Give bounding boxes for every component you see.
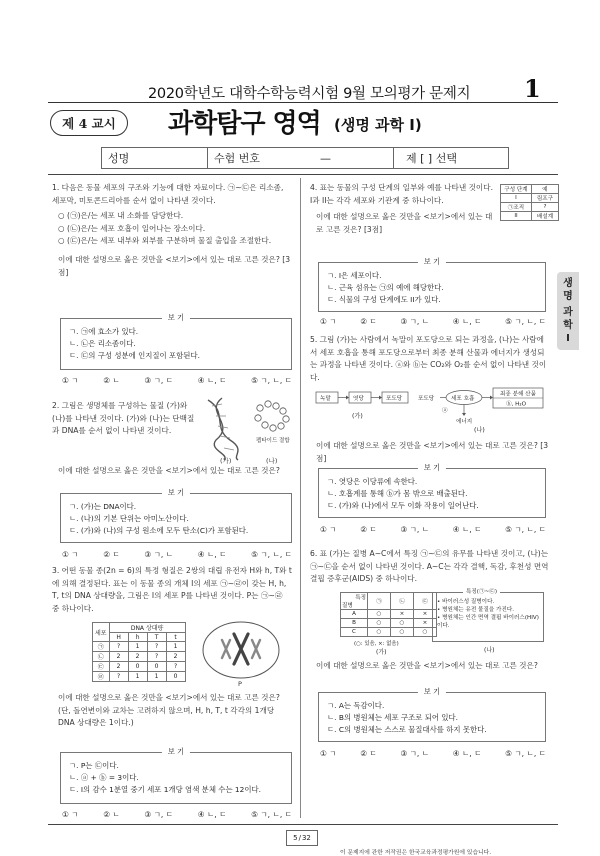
q1-item: ○ (㉢)은/는 세포 내부와 외부를 구분하며 물질 출입을 조절한다.	[58, 236, 272, 246]
q4-col-header: 구성 단계	[501, 185, 532, 194]
q6-corner-top: 특징	[355, 595, 366, 601]
q4-option[interactable]: ② ㄷ	[360, 317, 377, 326]
q1-option[interactable]: ③ ㄱ, ㄷ	[144, 376, 174, 385]
q2-option[interactable]: ① ㄱ	[62, 550, 79, 559]
bogi-label: 보 기	[418, 462, 446, 474]
q6-col-header: ㉡	[391, 593, 414, 610]
q2-statement: ㄴ. (나)의 기본 단위는 아미노산이다.	[69, 514, 189, 523]
table-cell: ○	[368, 619, 391, 628]
table-cell: 1	[128, 672, 147, 682]
q3-option[interactable]: ⑤ ㄱ, ㄴ, ㄷ	[251, 810, 292, 819]
q5-flow-diagram	[314, 386, 550, 436]
q1-option[interactable]: ② ㄴ	[103, 376, 120, 385]
table-cell: ○	[368, 610, 391, 619]
question-4	[310, 182, 494, 236]
table-cell: ㉡	[93, 652, 110, 662]
bogi-label: 보 기	[162, 746, 190, 758]
table-cell: 2	[109, 652, 128, 662]
table-cell: ○	[391, 619, 414, 628]
q4-question: 이에 대한 설명으로 옳은 것만을 <보기>에서 있는 대로 고른 것은? [3점]	[316, 212, 493, 234]
q5-flow-na-out1: 최종 분해 산물	[500, 391, 536, 398]
q3-cell-figure	[196, 618, 286, 688]
q2-statement: ㄷ. (가)와 (나)의 구성 원소에 모두 탄소(C)가 포함된다.	[69, 526, 249, 535]
dna-helix-figure	[208, 398, 238, 460]
q4-col-header: 예	[532, 185, 559, 194]
table-row	[341, 619, 437, 628]
table-cell: ○	[391, 628, 414, 637]
q5-flow-na-in: 포도당	[418, 396, 435, 402]
q4-option[interactable]: ① ㄱ	[320, 317, 337, 326]
q6-option[interactable]: ④ ㄴ, ㄷ	[452, 749, 482, 758]
q1-options	[62, 375, 292, 386]
q6-option[interactable]: ② ㄷ	[360, 749, 377, 758]
q4-option[interactable]: ⑤ ㄱ, ㄴ, ㄷ	[505, 317, 546, 326]
q3-col-header: H	[109, 633, 128, 642]
q2-option[interactable]: ④ ㄴ, ㄷ	[197, 550, 227, 559]
q6-statement: ㄱ. A는 독감이다.	[327, 701, 385, 710]
q1-statement: ㄷ. ㉢의 구성 성분에 인지질이 포함된다.	[69, 351, 200, 360]
question-1	[52, 182, 292, 279]
q5-flow-na-a: ⓐ	[442, 408, 448, 414]
q6-features-title: 특징(㉠~㉢)	[463, 588, 500, 596]
q5-stem: 5. 그림 (가)는 사람에서 녹말이 포도당으로 되는 과정을, (나)는 사람에서 세포 호흡을 통해 포도당으로부터 최종 분해 산물과 에너지가 생성되는 과정을 나타낸 것이다. ⓐ와 ⓑ는 CO₂와 O₂를 순서 없이 나타낸 것이다.	[310, 335, 547, 382]
table-row	[501, 212, 559, 221]
q4-options	[320, 316, 546, 327]
choice-field[interactable]	[394, 148, 508, 168]
q3-col-header: t	[166, 633, 185, 642]
student-info-bar	[101, 147, 509, 169]
table-cell: 0	[128, 662, 147, 672]
side-tab-char: 과	[563, 307, 573, 318]
q1-option[interactable]: ④ ㄴ, ㄷ	[197, 376, 227, 385]
table-cell: ×	[414, 619, 437, 628]
exam-number-field[interactable]	[208, 148, 394, 168]
q3-figure-label: P	[238, 680, 242, 688]
table-cell: ㉣	[93, 672, 110, 682]
q1-question: 이에 대한 설명으로 옳은 것만을 <보기>에서 있는 대로 고른 것은? [3점]	[58, 254, 291, 277]
bogi-label: 보 기	[162, 312, 190, 324]
q5-flow-ga-0: 녹말	[320, 396, 331, 402]
table-cell: 1	[166, 642, 185, 652]
table-cell: II	[501, 212, 532, 221]
table-cell: 0	[147, 662, 166, 672]
q6-feature: • 바이러스성 질병이다.	[437, 599, 495, 605]
subject-title: 과학탐구 영역	[168, 109, 321, 139]
question-5	[310, 334, 550, 384]
q2-label-na: (나)	[266, 457, 278, 464]
q1-bogi-box	[60, 313, 292, 370]
q2-bogi-box	[60, 488, 292, 543]
table-cell: 2	[109, 662, 128, 672]
table-cell: I	[501, 194, 532, 203]
q6-label-ga: (가)	[376, 649, 387, 656]
q6-table	[340, 592, 437, 637]
bogi-label: 보 기	[418, 686, 446, 698]
q2-options	[62, 549, 292, 560]
q3-option[interactable]: ③ ㄱ, ㄷ	[144, 810, 174, 819]
bogi-label: 보 기	[162, 487, 190, 499]
q5-bogi-box	[318, 463, 546, 518]
table-row	[341, 610, 437, 619]
q6-feature: • 병원체는 유전 물질을 가진다.	[437, 607, 515, 613]
q4-statement: ㄷ. 식물의 구성 단계에도 II가 있다.	[327, 295, 441, 304]
table-cell: 2	[128, 652, 147, 662]
table-row	[341, 628, 437, 637]
q3-dna-table	[92, 622, 186, 682]
table-cell: 림프구	[532, 194, 559, 203]
q6-col-header: ㉠	[368, 593, 391, 610]
table-cell: 배설계	[532, 212, 559, 221]
q6-option[interactable]: ⑤ ㄱ, ㄴ, ㄷ	[505, 749, 546, 758]
q6-question-wrap	[316, 660, 550, 673]
q3-table-title: DNA 상대량	[109, 623, 185, 633]
q5-option[interactable]: ④ ㄴ, ㄷ	[452, 525, 482, 534]
q6-feature: • 병원체는 인간 면역 결핍 바이러스(HIV)이다.	[437, 615, 539, 629]
q4-statement: ㄴ. 근육 섬유는 ㉠의 예에 해당한다.	[327, 283, 444, 292]
table-cell: ?	[147, 642, 166, 652]
q5-label-ga: (가)	[352, 413, 363, 420]
table-cell: ?	[109, 642, 128, 652]
q3-option[interactable]: ② ㄴ	[103, 810, 120, 819]
q5-flow-na-mid: 세포 호흡	[451, 396, 475, 402]
q6-option[interactable]: ③ ㄱ, ㄴ	[400, 749, 430, 758]
table-row	[93, 672, 186, 682]
q6-table-wrap	[340, 592, 437, 656]
subject-side-tab	[557, 272, 579, 350]
q4-statement: ㄱ. I은 세포이다.	[327, 271, 382, 280]
q2-label-ga: (가)	[220, 457, 232, 464]
q3-statement: ㄷ. I의 감수 1분열 중기 세포 1개당 염색 분체 수는 12이다.	[69, 785, 261, 794]
q4-option[interactable]: ④ ㄴ, ㄷ	[452, 317, 482, 326]
table-cell: A	[341, 610, 368, 619]
period-badge: 제 4 교시	[50, 110, 128, 136]
q5-option[interactable]: ③ ㄱ, ㄴ	[400, 525, 430, 534]
side-tab-char: 명	[563, 291, 573, 302]
q6-table-note: (○: 있음, ×: 없음)	[354, 641, 399, 647]
table-cell: 2	[166, 652, 185, 662]
q1-stem: 1. 다음은 동물 세포의 구조와 기능에 대한 자료이다. ㉠~㉢은 리소좀, 세포막, 미토콘드리아를 순서 없이 나타낸 것이다.	[52, 183, 284, 205]
q6-statement: ㄴ. B의 병원체는 세포 구조로 되어 있다.	[327, 713, 458, 722]
page-counter-total: 32	[301, 834, 311, 842]
exam-title: 2020학년도 대학수학능력시험 9월 모의평가 문제지	[148, 86, 471, 102]
name-field[interactable]	[102, 148, 208, 168]
table-cell: 0	[166, 672, 185, 682]
q6-stem: 6. 표 (가)는 질병 A~C에서 특징 ㉠~㉢의 유무를 나타낸 것이고, (나)는 ㉠~㉢을 순서 없이 나타낸 것이다. A~C는 각각 결핵, 독감, 후천성 면역 결핍 증후군(AIDS) 중 하나이다.	[310, 549, 549, 584]
q6-bogi-box	[318, 687, 546, 742]
table-cell: ?	[147, 652, 166, 662]
q5-label-na: (나)	[474, 427, 485, 434]
q5-option[interactable]: ⑤ ㄱ, ㄴ, ㄷ	[505, 525, 546, 534]
protein-bead-chain-figure	[255, 401, 289, 431]
table-cell: ㉢	[93, 662, 110, 672]
table-cell: 1	[147, 672, 166, 682]
q1-statement: ㄱ. ㉠에 효소가 있다.	[69, 327, 139, 336]
q6-options	[320, 748, 546, 759]
q2-statement: ㄱ. (가)는 DNA이다.	[69, 502, 137, 511]
table-row	[501, 203, 559, 212]
side-tab-char: 학	[563, 320, 573, 331]
q2-option[interactable]: ⑤ ㄱ, ㄴ, ㄷ	[251, 550, 292, 559]
table-cell: ?	[532, 203, 559, 212]
q4-stem: 4. 표는 동물의 구성 단계의 일부와 예를 나타낸 것이다. I과 II는 각각 세포와 기관계 중 하나이다.	[310, 183, 494, 205]
q6-corner-bottom: 질병	[342, 603, 353, 609]
exam-number-dash: —	[320, 151, 332, 165]
q6-table-corner	[341, 593, 368, 610]
table-row	[93, 652, 186, 662]
q2-stem: 2. 그림은 생명체를 구성하는 물질 (가)와 (나)를 나타낸 것이다. (가)와 (나)는 단백질과 DNA를 순서 없이 나타낸 것이다.	[52, 401, 195, 436]
copyright-notice: 이 문제지에 관한 저작권은 한국교육과정평가원에 있습니다.	[340, 850, 492, 856]
q1-option[interactable]: ① ㄱ	[62, 376, 79, 385]
q4-bogi-box	[318, 257, 546, 312]
q5-option[interactable]: ① ㄱ	[320, 525, 337, 534]
choice-label: 제 [ ] 선택	[406, 152, 457, 165]
q3-options	[62, 809, 292, 820]
q6-statement: ㄷ. C의 병원체는 스스로 물질대사를 하지 못한다.	[327, 725, 487, 734]
column-divider	[300, 178, 301, 818]
q6-label-na: (나)	[484, 647, 495, 654]
q4-table	[500, 184, 559, 221]
q3-question: 이에 대한 설명으로 옳은 것만을 <보기>에서 있는 대로 고른 것은? (단, 돌연변이와 교차는 고려하지 않으며, H, h, T, t 각각의 1개당 DNA 상대량은 1이다.)	[58, 693, 280, 728]
name-label: 성명	[108, 152, 130, 165]
table-cell: C	[341, 628, 368, 637]
table-row	[93, 662, 186, 672]
q6-col-header: ㉢	[414, 593, 437, 610]
q1-statement: ㄴ. ㉡은 리소좀이다.	[69, 339, 136, 348]
footer-rule	[48, 824, 558, 825]
table-cell: 1	[128, 642, 147, 652]
peptide-bond-label: 펩타이드 결합	[256, 438, 290, 444]
subject-subtitle: (생명 과학 I)	[334, 116, 422, 134]
q1-item: ○ (㉠)은/는 세포 내 소화를 담당한다.	[58, 211, 184, 221]
q5-statement: ㄴ. 호흡계를 통해 ⓑ가 몸 밖으로 배출된다.	[327, 489, 468, 498]
q4-option[interactable]: ③ ㄱ, ㄴ	[400, 317, 430, 326]
q3-table-cell-label: 세포	[93, 623, 110, 642]
side-tab-char: 생	[563, 278, 573, 289]
question-2	[52, 400, 200, 438]
q5-flow-na-energy: 에너지	[456, 419, 473, 425]
info-rule	[48, 174, 558, 175]
q3-option[interactable]: ④ ㄴ, ㄷ	[197, 810, 227, 819]
q3-option[interactable]: ① ㄱ	[62, 810, 79, 819]
q5-flow-na-out2: ⓑ, H₂O	[506, 401, 527, 408]
table-cell: B	[341, 619, 368, 628]
q3-dna-table-wrap	[92, 622, 186, 682]
q6-option[interactable]: ① ㄱ	[320, 749, 337, 758]
q3-col-header: T	[147, 633, 166, 642]
question-6	[310, 548, 550, 586]
q3-stem: 3. 어떤 동물 종(2n = 6)의 특정 형질은 2쌍의 대립 유전자 H와 h, T와 t에 의해 결정된다. 표는 이 동물 종의 개체 I의 세포 ㉠~㉣이 갖는 H, h, T, t의 DNA 상대량을, 그림은 I의 세포 P를 나타낸 것이다. P는 ㉠~㉣ 중 하나이다.	[52, 566, 292, 613]
q6-features-box	[432, 589, 544, 642]
q5-statement: ㄷ. (가)와 (나)에서 모두 이화 작용이 일어난다.	[327, 501, 479, 510]
q3-statement: ㄴ. ⓐ + ⓑ = 3이다.	[69, 773, 139, 782]
table-row	[93, 642, 186, 652]
q2-figure	[200, 394, 300, 464]
q5-options	[320, 524, 546, 535]
table-cell: ?	[109, 672, 128, 682]
q2-question: 이에 대한 설명으로 옳은 것만을 <보기>에서 있는 대로 고른 것은?	[58, 466, 280, 475]
side-tab-char: I	[566, 333, 570, 344]
q3-col-header: h	[128, 633, 147, 642]
exam-number-label: 수험 번호	[214, 152, 261, 165]
page-number: 1	[524, 74, 541, 103]
q3-statement: ㄱ. P는 ㉢이다.	[69, 761, 119, 770]
q1-option[interactable]: ⑤ ㄱ, ㄴ, ㄷ	[251, 376, 292, 385]
table-cell: ×	[391, 610, 414, 619]
q3-bogi-box	[60, 747, 292, 804]
q4-table-wrap	[500, 184, 559, 221]
q6-question: 이에 대한 설명으로 옳은 것만을 <보기>에서 있는 대로 고른 것은?	[316, 661, 538, 670]
table-cell: ㉠조직	[501, 203, 532, 212]
q5-statement: ㄱ. 엿당은 이당류에 속한다.	[327, 477, 418, 486]
page-counter-current: 5	[293, 834, 298, 842]
q3-question-wrap	[58, 692, 292, 730]
page-counter: 5 / 32	[286, 830, 318, 846]
q5-option[interactable]: ② ㄷ	[360, 525, 377, 534]
q5-flow-ga-1: 엿당	[353, 396, 364, 402]
table-cell: ×	[414, 610, 437, 619]
q5-flow-ga-2: 포도당	[386, 396, 403, 402]
table-cell: ○	[368, 628, 391, 637]
table-cell: ?	[166, 662, 185, 672]
q2-question-wrap	[58, 465, 292, 478]
table-cell: ㉠	[93, 642, 110, 652]
q2-option[interactable]: ③ ㄱ, ㄴ	[144, 550, 174, 559]
question-3	[52, 565, 292, 615]
bogi-label: 보 기	[418, 256, 446, 268]
q1-item: ○ (㉡)은/는 세포 호흡이 일어나는 장소이다.	[58, 223, 206, 233]
q2-option[interactable]: ② ㄷ	[103, 550, 120, 559]
table-cell: ○	[414, 628, 437, 637]
table-row	[501, 194, 559, 203]
q5-question: 이에 대한 설명으로 옳은 것만을 <보기>에서 있는 대로 고른 것은? [3점]	[316, 441, 549, 463]
